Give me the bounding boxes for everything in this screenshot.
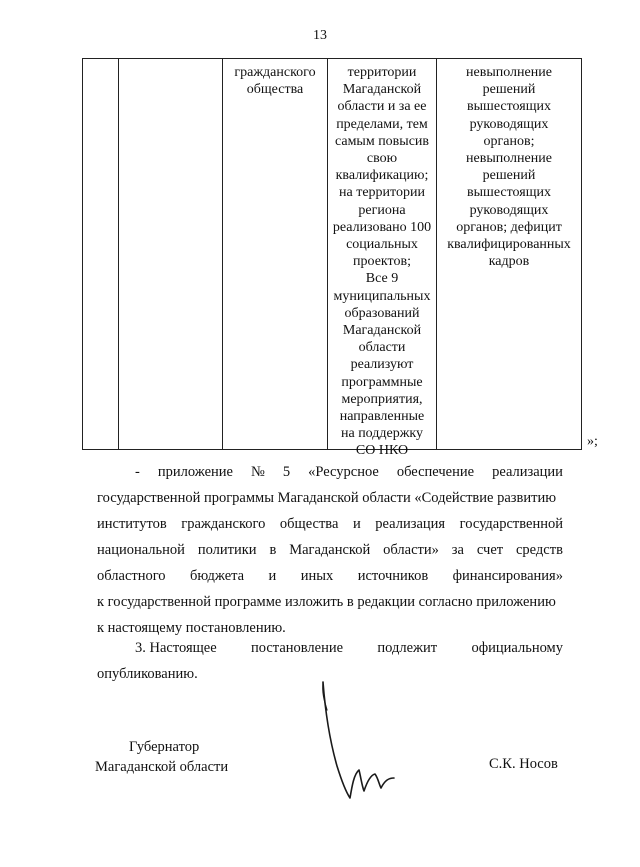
word: в (269, 542, 277, 558)
signatory-name: С.К. Носов (489, 756, 558, 772)
table-cell-line: программные (341, 374, 423, 390)
table-cell-line: решений (482, 82, 536, 98)
amendment-item-line: государственной программы Магаданской области «Содействие развитию (97, 490, 557, 506)
handwritten-signature (315, 678, 405, 803)
word: 5 (282, 464, 291, 480)
table-cell-line: реализуют (350, 357, 414, 373)
amendment-item-line: к государственной программе изложить в редакции согласно приложению (97, 594, 556, 610)
table-cell-risks (437, 64, 581, 270)
word: счет (476, 542, 504, 558)
table-cell-line: на поддержку (340, 426, 424, 442)
word: подлежит (377, 640, 438, 656)
table-cell-line: вышестоящих (467, 99, 551, 115)
table-cell-line: свою (366, 151, 398, 167)
word: источников (357, 568, 429, 584)
word: реализация (375, 516, 446, 532)
word: за (451, 542, 464, 558)
table-cell-line: реализовано 100 (332, 219, 432, 235)
word: общества (279, 516, 339, 532)
amendment-item-line (97, 537, 563, 563)
table-cell-line: невыполнение (466, 151, 552, 167)
table-cell-line: направленные (339, 409, 425, 425)
table-cell-line: области и за ее (337, 99, 427, 115)
word: официальному (471, 640, 563, 656)
table-cell-line: мероприятия, (341, 391, 423, 407)
amendment-item-line (97, 563, 563, 589)
table-cell-line: решений (482, 168, 536, 184)
word: № (251, 464, 265, 480)
table-cell-line: социальных (346, 237, 418, 253)
table-cell-line: гражданского (234, 65, 316, 80)
table-cell-results (328, 64, 436, 460)
table-border-top (82, 58, 582, 59)
table-cell-line: СО НКО (355, 443, 409, 459)
word: реализации (492, 464, 563, 480)
signatory-title-line: Магаданской области (95, 759, 229, 775)
word: государственной (459, 516, 563, 532)
word: областного (97, 568, 166, 584)
table-column-divider (222, 58, 223, 450)
table-cell-line: Магаданской (342, 323, 422, 339)
table-cell-line: образований (344, 305, 420, 321)
word: приложение (157, 464, 233, 480)
table-cell-line: руководящих (469, 202, 549, 218)
signatory-title-line: Губернатор (129, 739, 200, 755)
paragraph-3-line: опубликованию. (97, 666, 198, 682)
table-cell-line: кадров (488, 254, 530, 270)
word: иных (300, 568, 334, 584)
table-cell-line: области (358, 340, 406, 356)
table-border-left (82, 58, 83, 450)
signatory-title (95, 737, 228, 777)
table-border-right (581, 58, 582, 450)
program-table-fragment (82, 58, 582, 459)
table-cell-line: самым повысив (334, 133, 430, 149)
word: постановление (251, 640, 344, 656)
table-cell-line: квалификацию; (335, 168, 429, 184)
word: 3. Настоящее (135, 640, 217, 656)
word: «Ресурсное (308, 464, 379, 480)
word: национальной (97, 542, 185, 558)
table-cell-line: региона (358, 202, 406, 218)
word: обеспечение (396, 464, 475, 480)
table-cell-purpose (223, 64, 327, 98)
amendment-item-line (135, 459, 563, 485)
amendment-item (97, 459, 563, 641)
table-cell-line: Магаданской (342, 82, 422, 98)
table-cell-line: квалифицированных (447, 237, 571, 253)
table-cell-line: пределами, тем (336, 116, 428, 132)
word: - (135, 464, 140, 480)
page-number: 13 (313, 28, 327, 43)
word: финансирования» (452, 568, 563, 584)
word: политики (197, 542, 257, 558)
table-cell-line: общества (246, 82, 304, 98)
table-cell-line: муниципальных (333, 288, 431, 304)
word: области» (383, 542, 439, 558)
table-cell-line: невыполнение (466, 65, 552, 80)
word: бюджета (190, 568, 245, 584)
paragraph-3-line (135, 635, 563, 661)
amendment-item-line: к настоящему постановлению. (97, 620, 286, 636)
table-cell-line: руководящих (469, 116, 549, 132)
word: и (352, 516, 361, 532)
word: Магаданской (289, 542, 371, 558)
word: гражданского (181, 516, 266, 532)
table-cell-line: на территории (339, 185, 425, 201)
word: и (268, 568, 277, 584)
word: средств (516, 542, 563, 558)
table-cell-line: органов; дефицит (456, 219, 562, 235)
amendment-item-line (97, 511, 563, 537)
table-cell-line: вышестоящих (467, 185, 551, 201)
table-cell-line: Все 9 (365, 271, 399, 287)
table-column-divider (118, 58, 119, 450)
closing-quote-mark: »; (587, 434, 598, 449)
table-cell-line: проектов; (353, 254, 411, 270)
table-cell-line: территории (347, 65, 417, 80)
word: институтов (97, 516, 167, 532)
table-cell-line: органов; (483, 133, 535, 149)
